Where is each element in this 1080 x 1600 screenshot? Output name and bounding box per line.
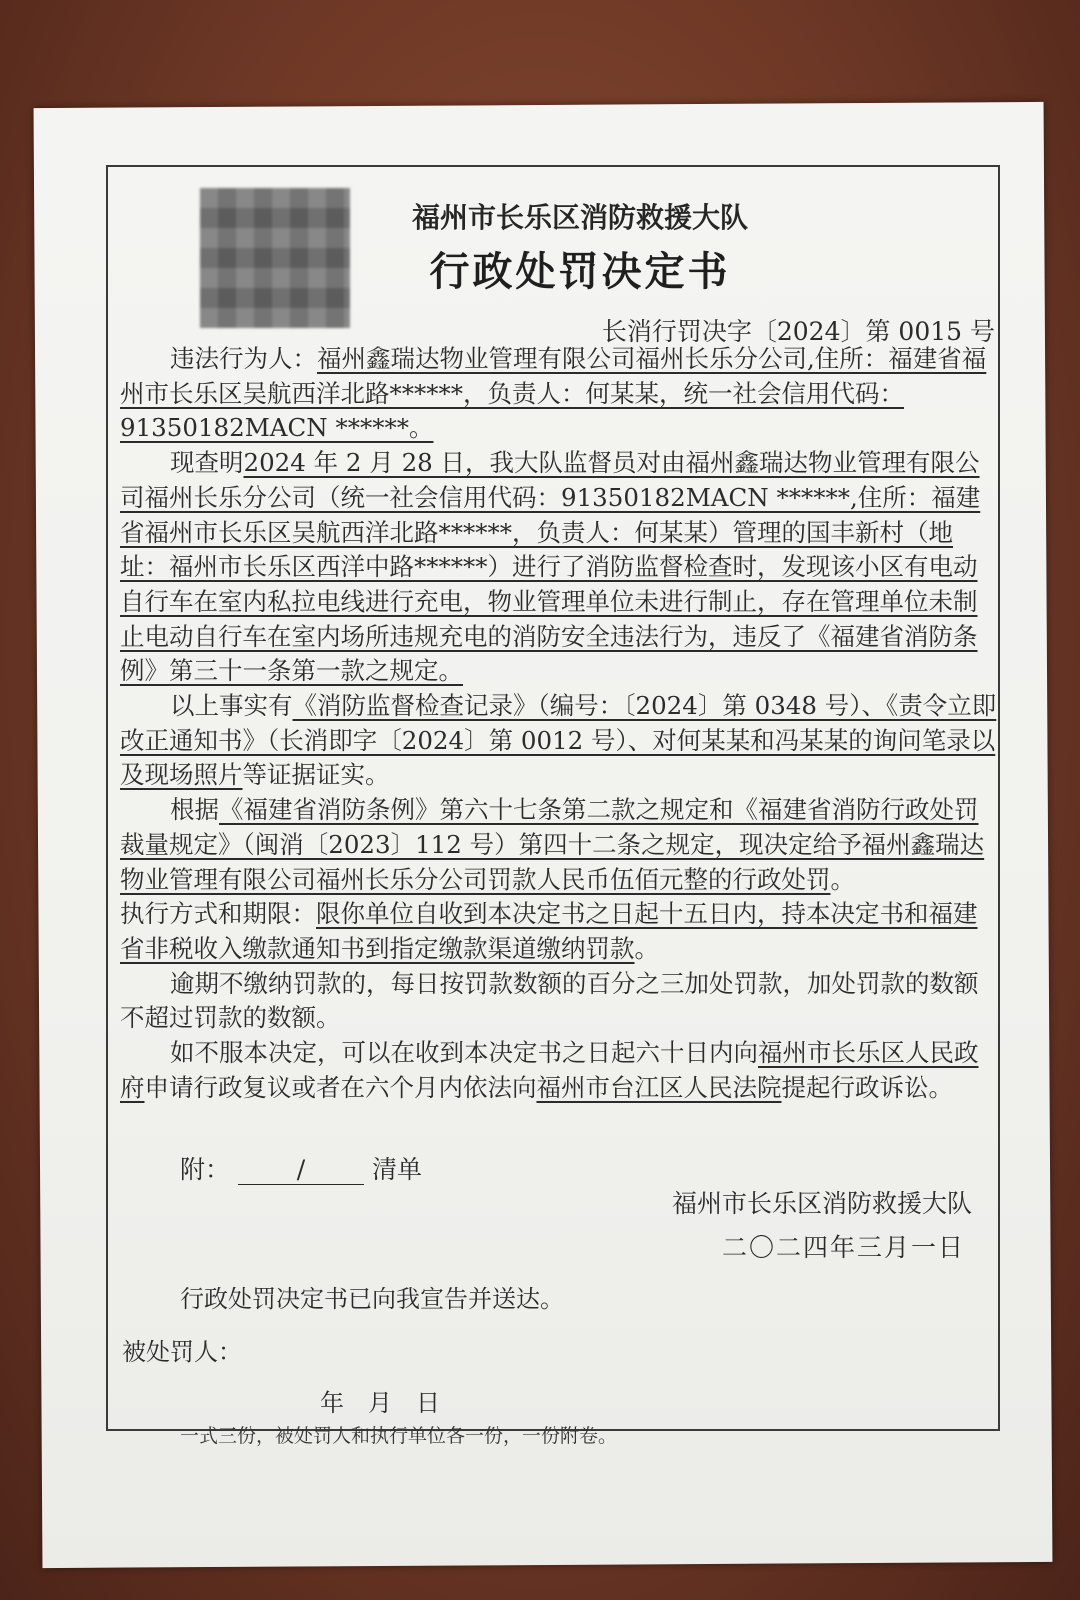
execution-tail: 。 [634, 933, 659, 963]
appeal-text-2: 申请行政复议或者在六个月内依法向 [144, 1072, 537, 1102]
decision-tail: 。 [830, 864, 855, 894]
receipt-statement: 行政处罚决定书已向我宣告并送达。 [180, 1285, 564, 1313]
signature-organization: 福州市长乐区消防救援大队 [672, 1189, 973, 1218]
evidence-lead: 以上事实有 [170, 691, 293, 721]
attachment-label: 附： [180, 1155, 231, 1184]
document-body [120, 342, 1000, 1105]
appeal-government: 福州市长乐区人民政府 [120, 1038, 979, 1102]
copies-note: 一式三份，被处罚人和执行单位各一份，一份附卷。 [180, 1425, 618, 1447]
party-paragraph [120, 342, 1000, 446]
decision-paragraph [120, 793, 1000, 897]
penalized-party-label: 被处罚人： [122, 1338, 242, 1366]
attachment-line [180, 1150, 422, 1186]
evidence-paragraph [120, 689, 1000, 793]
attachment-blank: / [238, 1155, 364, 1185]
party-label: 违法行为人： [170, 344, 317, 373]
findings-details: 2024 年 2 月 28 日，我大队监督员对由福州鑫瑞达物业管理有限公司福州长乐分公司（统一社会信用代码：91350182MACN ******,住所：福建省福州市长乐区吴航西洋北路******，负责人：何某某）管理的国丰新村（地址：福州市长乐区西洋中路******）进行了消防监督检查时，发现该小区有电动自行车在室内私拉电线进行充电，物业管理单位未进行制止，存在管理单位未制止电动自行车在室内场所违规充电的消防安全违法行为，违反了《福建省消防条例》第三十一条第一款之规定。 [120, 448, 981, 686]
appeal-court: 福州市台江区人民法院 [536, 1072, 782, 1102]
receipt-date-blank: 年 月 日 [320, 1389, 440, 1417]
findings-paragraph [120, 446, 1000, 689]
appeal-paragraph [120, 1036, 1000, 1105]
issuing-organization: 福州市长乐区消防救援大队 [411, 201, 748, 234]
document-number: 长消行罚决字〔2024〕第 0015 号 [601, 317, 995, 346]
attachment-suffix: 清单 [372, 1155, 423, 1184]
execution-details: 限你单位自收到本决定书之日起十五日内，持本决定书和福建省非税收入缴款通知书到指定缴款渠道缴纳罚款 [120, 899, 978, 963]
document-title: 行政处罚决定书 [429, 248, 731, 295]
appeal-text-3: 提起行政诉讼。 [781, 1072, 953, 1102]
appeal-text-1: 如不服本决定，可以在收到本决定书之日起六十日内向 [170, 1038, 758, 1068]
execution-label: 执行方式和期限： [120, 899, 316, 929]
overdue-paragraph: 逾期不缴纳罚款的，每日按罚款数额的百分之三加处罚款，加处罚款的数额不超过罚款的数额。 [120, 968, 979, 1033]
decision-details: 《福建省消防条例》第六十七条第二款之规定和《福建省消防行政处罚裁量规定》（闽消〔2023〕112 号）第四十二条之规定，现决定给予福州鑫瑞达物业管理有限公司福州长乐分公司罚款人民币伍佰元整的行政处罚 [120, 795, 985, 894]
evidence-details: 《消防监督检查记录》（编号：〔2024〕第 0348 号）、《责令立即改正通知书》（长消即字〔2024〕第 0012 号）、对何某某和冯某某的询问笔录以及现场照片 [120, 691, 997, 790]
party-details: 福州鑫瑞达物业管理有限公司福州长乐分公司,住所：福建省福州市长乐区吴航西洋北路******，负责人：何某某，统一社会信用代码：91350182MACN ******。 [120, 344, 987, 443]
signature-date: 二〇二四年三月一日 [722, 1233, 966, 1262]
blurred-seal-image [200, 188, 350, 328]
decision-lead: 根据 [170, 795, 219, 825]
evidence-tail: 等证据证实。 [242, 760, 390, 790]
execution-paragraph [120, 897, 1000, 966]
findings-lead: 现查明 [170, 448, 244, 478]
